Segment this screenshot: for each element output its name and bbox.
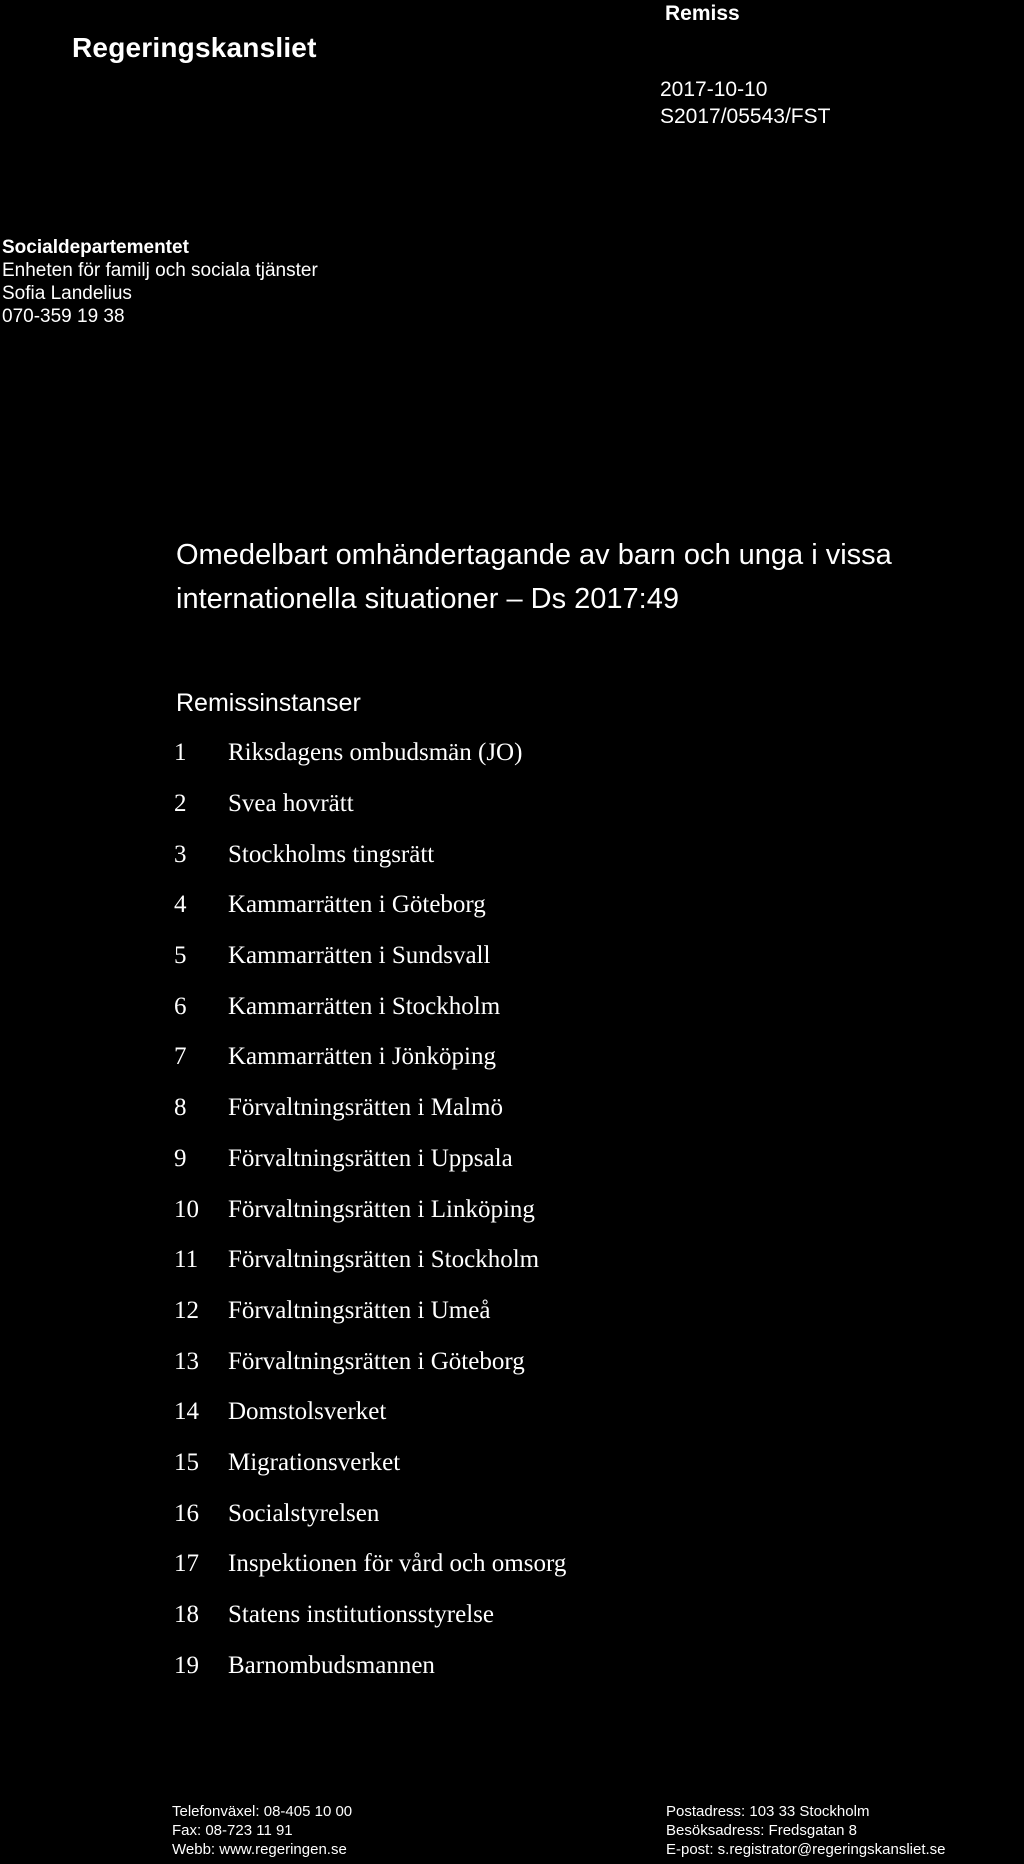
list-item-number: 14 xyxy=(174,1398,199,1426)
list-item xyxy=(174,1184,566,1235)
sender-department: Socialdepartementet xyxy=(2,237,189,258)
list-item-name: Kammarrätten i Stockholm xyxy=(228,992,501,1020)
list-item-number: 9 xyxy=(174,1144,187,1172)
list-item-number: 8 xyxy=(174,1094,187,1122)
section-heading: Remissinstanser xyxy=(176,689,361,717)
footer-web: Webb: www.regeringen.se xyxy=(172,1841,347,1858)
list-item xyxy=(174,1336,566,1387)
list-item-name: Kammarrätten i Sundsvall xyxy=(228,942,491,970)
list-item-name: Inspektionen för vård och omsorg xyxy=(228,1550,567,1578)
document-meta xyxy=(660,76,830,130)
list-item xyxy=(174,981,566,1032)
list-item xyxy=(174,1235,566,1286)
document-type: Remiss xyxy=(665,2,740,25)
list-item xyxy=(174,1438,566,1489)
list-item-name: Förvaltningsrätten i Göteborg xyxy=(228,1347,525,1375)
list-item-name: Migrationsverket xyxy=(228,1448,401,1476)
list-item-number: 16 xyxy=(174,1499,199,1527)
list-item-name: Socialstyrelsen xyxy=(228,1499,380,1527)
sender-unit: Enheten för familj och sociala tjänster xyxy=(2,260,318,281)
sender-phone: 070-359 19 38 xyxy=(2,306,125,327)
list-item-name: Riksdagens ombudsmän (JO) xyxy=(228,739,523,767)
list-item xyxy=(174,1286,566,1337)
list-item-name: Kammarrätten i Göteborg xyxy=(228,891,486,919)
document-reference: S2017/05543/FST xyxy=(660,105,831,128)
list-item-name: Förvaltningsrätten i Stockholm xyxy=(228,1246,540,1274)
list-item-number: 3 xyxy=(174,840,187,868)
list-item-number: 2 xyxy=(174,790,187,818)
list-item-number: 10 xyxy=(174,1195,199,1223)
list-item-number: 19 xyxy=(174,1651,199,1679)
list-item xyxy=(174,1134,566,1185)
list-item-name: Domstolsverket xyxy=(228,1398,387,1426)
list-item-number: 7 xyxy=(174,1043,187,1071)
list-item-number: 15 xyxy=(174,1448,199,1476)
footer-contact xyxy=(172,1802,352,1859)
list-item xyxy=(174,829,566,880)
footer-switchboard: Telefonväxel: 08-405 10 00 xyxy=(172,1803,353,1820)
list-item-number: 6 xyxy=(174,992,187,1020)
list-item-number: 13 xyxy=(174,1347,199,1375)
instance-list xyxy=(174,728,566,1691)
sender-block xyxy=(2,236,318,328)
document-title: Omedelbart omhändertagande av barn och unga i vissa internationella situationer – Ds 2017:49 xyxy=(176,539,892,615)
list-item xyxy=(174,1083,566,1134)
list-item-name: Barnombudsmannen xyxy=(228,1651,435,1679)
brand-logo-text: Regeringskansliet xyxy=(72,32,317,63)
list-item-name: Förvaltningsrätten i Uppsala xyxy=(228,1144,513,1172)
sender-contact-name: Sofia Landelius xyxy=(2,283,132,304)
list-item xyxy=(174,779,566,830)
footer-address xyxy=(666,1802,946,1859)
list-item xyxy=(174,931,566,982)
list-item xyxy=(174,1387,566,1438)
list-item-number: 18 xyxy=(174,1601,199,1629)
footer-postal-address: Postadress: 103 33 Stockholm xyxy=(666,1803,870,1820)
list-item-name: Svea hovrätt xyxy=(228,790,354,818)
list-item-number: 11 xyxy=(174,1246,199,1274)
list-item-name: Statens institutionsstyrelse xyxy=(228,1601,494,1629)
list-item-number: 1 xyxy=(174,739,187,767)
footer-visiting-address: Besöksadress: Fredsgatan 8 xyxy=(666,1822,857,1839)
list-item-name: Förvaltningsrätten i Umeå xyxy=(228,1296,491,1324)
list-item xyxy=(174,728,566,779)
list-item-number: 5 xyxy=(174,942,187,970)
list-item xyxy=(174,1590,566,1641)
list-item-name: Kammarrätten i Jönköping xyxy=(228,1043,496,1071)
footer-email: E-post: s.registrator@regeringskansliet.se xyxy=(666,1841,946,1858)
list-item xyxy=(174,1640,566,1691)
list-item xyxy=(174,1488,566,1539)
list-item-number: 17 xyxy=(174,1550,199,1578)
document-date: 2017-10-10 xyxy=(660,78,768,101)
list-item-name: Förvaltningsrätten i Linköping xyxy=(228,1195,535,1223)
list-item-name: Förvaltningsrätten i Malmö xyxy=(228,1094,503,1122)
footer-fax: Fax: 08-723 11 91 xyxy=(172,1822,293,1839)
list-item xyxy=(174,880,566,931)
list-item xyxy=(174,1539,566,1590)
list-item xyxy=(174,1032,566,1083)
list-item-name: Stockholms tingsrätt xyxy=(228,840,435,868)
list-item-number: 12 xyxy=(174,1296,199,1324)
list-item-number: 4 xyxy=(174,891,187,919)
